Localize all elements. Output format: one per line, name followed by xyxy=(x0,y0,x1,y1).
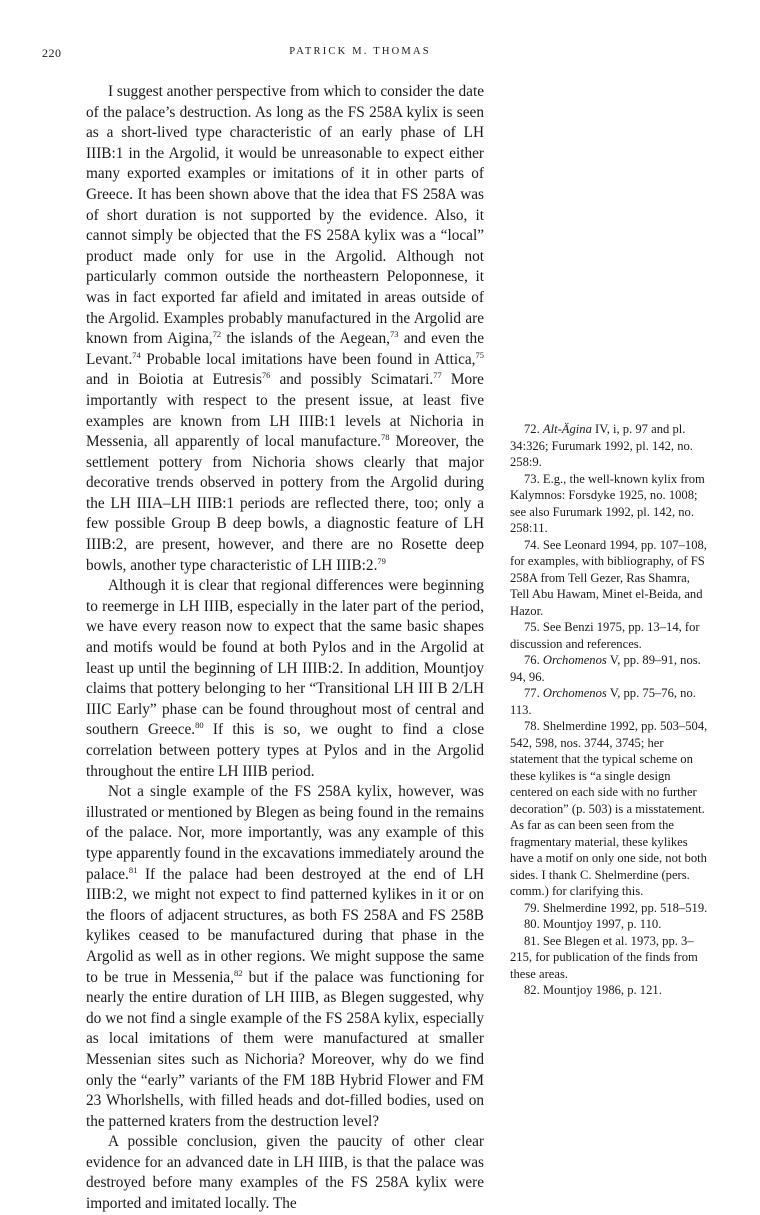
note-ref-79[interactable]: 79 xyxy=(377,555,386,566)
footnote: 74. See Leonard 1994, pp. 107–108, for examples, with bibliography, of FS 258A from Tell Gezer, Ras Shamra, Tell Abu Hawam, Minet el-Beida, and Hazor. xyxy=(510,537,707,618)
footnote: 81. See Blegen et al. 1973, pp. 3–215, for publication of the finds from these areas. xyxy=(510,933,698,981)
note-ref-76[interactable]: 76 xyxy=(261,370,271,381)
footnote: 80. Mountjoy 1997, p. 110. xyxy=(524,917,662,931)
main-text xyxy=(86,82,484,1215)
note-ref-74[interactable]: 74 xyxy=(132,349,141,360)
note-ref-80[interactable]: 80 xyxy=(195,720,204,731)
note-ref-82[interactable]: 82 xyxy=(234,967,243,978)
note-ref-81[interactable]: 81 xyxy=(128,864,138,875)
footnote: 77. Orchomenos V, pp. 75–76, no. 113. xyxy=(510,686,696,717)
paragraph-2: Although it is clear that regional differences were beginning to reemerge in LH IIIB, especially in the later part of the period, we have every reason now to expect that the same basic shapes and motifs would be found at both Pylos and in the Argolid at least up until the beginning of LH IIIB:2. In addition, Mountjoy claims that pottery belonging to her “Transitional LH III B 2/LH IIIC Early” phase can be found throughout most of central and southern Greece.$^{80}$ If this is so, we ought to find a close correlation between pottery types at Pylos and in the Argolid throughout the entire LH IIIB period. xyxy=(86,577,484,780)
footnote: 78. Shelmerdine 1992, pp. 503–504, 542, 598, nos. 3744, 3745; her statement that the typical scheme on these kylikes is “a single design centered on each side with no further decoration” (p. 503) is a misstatement. As far as can been seen from the fragmentary material, these kylikes have a motif on only one side, not both sides. I thank C. Shelmerdine (pers. comm.) for clarifying this. xyxy=(510,719,708,898)
footnotes xyxy=(510,421,710,999)
page-number: 220 xyxy=(42,46,62,60)
footnote: 79. Shelmerdine 1992, pp. 518–519. xyxy=(524,900,708,915)
paragraph-3: Not a single example of the FS 258A kylix, however, was illustrated or mentioned by Blegen as being found in the remains of the palace. Nor, more importantly, was any example of this type apparently found in the excavations immediately around the palace.$^{81}$ If the palace had been destroyed at the end of LH IIIB:2, we might not expect to find patterned kylikes in it or on the floors of adjacent structures, as both FS 258A and FS 258B kylikes ceased to be manufactured during that phase in the Argolid as well as in other regions. We might suppose the same to be true in Messenia,$^{82}$ but if the palace was functioning for nearly the entire duration of LH IIIB, as Blegen suggested, why do we not find a single example of the FS 258A kylix, especially as local imitations of them were manufactured at smaller Messenian sites such as Nichoria? Moreover, why do we find only the “early” variants of the FM 18B Hybrid Flower and FM 23 Whorlshells, with filled heads and dot-filled bodies, used on the patterned kraters from the destruction level? xyxy=(86,783,484,1130)
footnote: 76. Orchomenos V, pp. 89–91, nos. 94, 96. xyxy=(510,653,701,684)
paragraph-1: I suggest another perspective from which to consider the date of the palace’s destruction. As long as the FS 258A kylix is seen as a short-lived type characteristic of an early phase of LH IIIB:1 in the Argolid, it would be unreasonable to expect either many exported examples or imitations of it in other parts of Greece. It has been shown above that the idea that FS 258A was of short duration is not supported by the evidence. Also, it cannot simply be objected that the FS 258A kylix was a “local” product made only for use in the Argolid. Although not particularly common outside the northeastern Peloponnese, it was in fact exported far afield and imitated in areas outside of the Argolid. Examples probably manufactured in the Argolid are known from Aigina,$^{72}$ the islands of the Aegean,$^{73}$ and even the Levant.$^{74}$ Probable local imitations have been found in Attica,$^{75}$ and in Boiotia at Eutresis$^{76}$ and possibly Scimatari.$^{77}$ More importantly with respect to the present issue, at least five examples are known from LH IIIB:1 levels at Nichoria in Messenia, all apparently of local manufacture.$^{78}$ Moreover, the settlement pottery from Nichoria shows clearly that major decorative trends observed in pottery from the Argolid during the LH IIIA–LH IIIB:1 periods are reflected there, too; only a few possible Group B deep bowls, a diagnostic feature of LH IIIB:2, are present, however, and there are no Rosette deep bowls, another type characteristic of LH IIIB:2.79 xyxy=(86,83,484,574)
footnote: 82. Mountjoy 1986, p. 121. xyxy=(524,983,662,997)
running-head: PATRICK M. THOMAS xyxy=(289,46,431,57)
note-ref-78[interactable]: 78 xyxy=(380,432,390,442)
footnote: 75. See Benzi 1975, pp. 13–14, for discussion and references. xyxy=(510,620,700,651)
footnote: 73. E.g., the well-known kylix from Kalymnos: Forsdyke 1925, no. 1008; see also Furumark 1992, pl. 142, no. 258:11. xyxy=(510,471,705,535)
note-ref-75[interactable]: 75 xyxy=(475,349,484,360)
note-ref-73[interactable]: 73 xyxy=(389,329,399,340)
note-ref-72[interactable]: 72 xyxy=(212,329,222,340)
footnote: 72. Alt-Ägina IV, i, p. 97 and pl. 34:326; Furumark 1992, pl. 142, no. 258:9. xyxy=(510,422,693,469)
note-ref-77[interactable]: 77 xyxy=(433,370,442,381)
paragraph-4: A possible conclusion, given the paucity of other clear evidence for an advanced date in LH IIIB, is that the palace was destroyed before many examples of the FS 258A kylix were imported and imitated locally. The xyxy=(86,1133,484,1213)
